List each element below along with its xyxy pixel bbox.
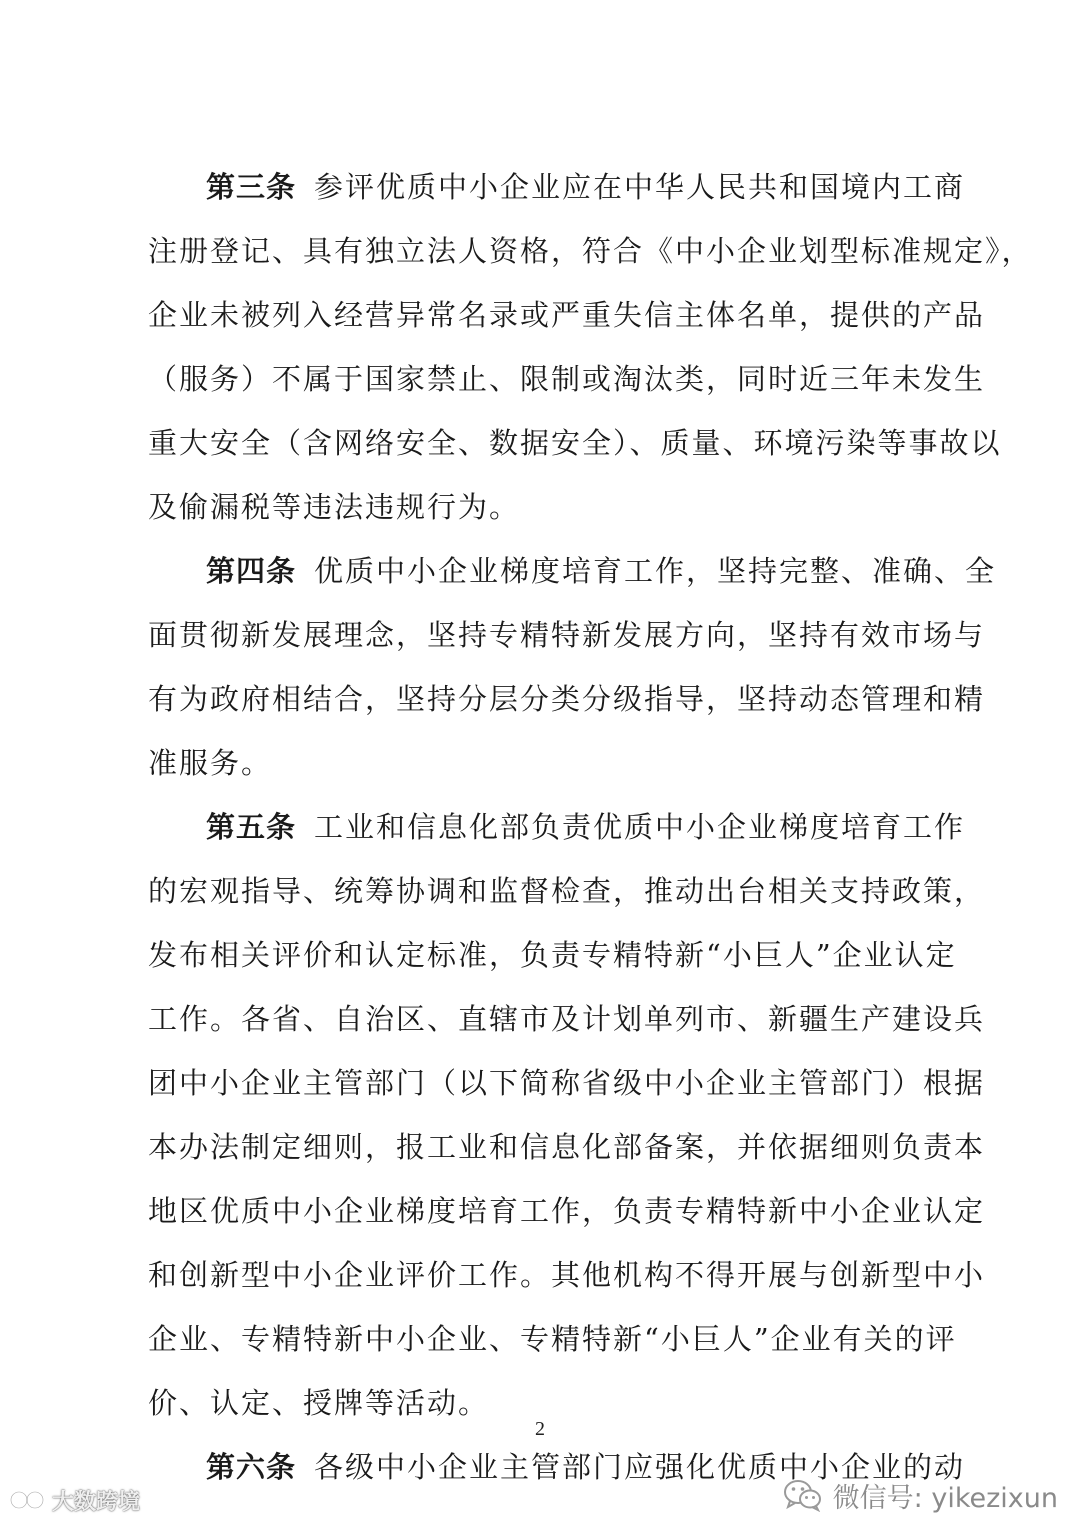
text-line (148, 219, 1033, 283)
text-line (148, 987, 986, 1051)
text-line (148, 347, 986, 411)
article-paragraph (148, 795, 986, 1435)
article-label: 第五条 (206, 810, 297, 844)
text-line (148, 475, 948, 539)
line-text: 的宏观指导、统筹协调和监督检查，推动出台相关支持政策， (148, 874, 986, 908)
line-text: 优质中小企业梯度培育工作，坚持完整、准确、全 (314, 554, 997, 588)
line-text: 工作。各省、自治区、直辖市及计划单列市、新疆生产建设兵 (148, 1002, 986, 1036)
text-line (148, 923, 957, 987)
line-text: 企业未被列入经营异常名录或严重失信主体名单，提供的产品 (148, 298, 986, 332)
text-line (148, 603, 986, 667)
logo-icon (8, 1487, 48, 1513)
line-text: 和创新型中小企业评价工作。其他机构不得开展与创新型中小 (148, 1258, 986, 1292)
line-text: 价、认定、授牌等活动。 (148, 1386, 490, 1420)
line-text: 有为政府相结合，坚持分层分类分级指导，坚持动态管理和精 (148, 682, 986, 716)
text-line (148, 859, 986, 923)
watermark-right (783, 1475, 1058, 1515)
watermark-right-text: 微信号: yikezixun (832, 1482, 1058, 1514)
line-text: 各级中小企业主管部门应强化优质中小企业的动 (314, 1450, 966, 1484)
article-label: 第六条 (206, 1450, 297, 1484)
text-line (148, 155, 966, 219)
text-line (148, 731, 948, 795)
text-line (148, 1115, 986, 1179)
text-line (148, 795, 966, 859)
text-line (148, 667, 986, 731)
text-line (148, 1243, 986, 1307)
line-text: 注册登记、具有独立法人资格，符合《中小企业划型标准规定》， (148, 234, 1033, 268)
line-text: 团中小企业主管部门（以下简称省级中小企业主管部门）根据 (148, 1066, 986, 1100)
line-text: 面贯彻新发展理念，坚持专精特新发展方向，坚持有效市场与 (148, 618, 986, 652)
article-label: 第三条 (206, 170, 297, 204)
line-text: 工业和信息化部负责优质中小企业梯度培育工作 (314, 810, 966, 844)
page-number: 2 (535, 1418, 545, 1440)
line-text: 重大安全（含网络安全、数据安全）、质量、环境污染等事故以 (148, 426, 1002, 460)
line-text: 本办法制定细则，报工业和信息化部备案，并依据细则负责本 (148, 1130, 986, 1164)
watermark-left-text: 大数跨境 (52, 1489, 141, 1515)
line-text: （服务）不属于国家禁止、限制或淘汰类，同时近三年未发生 (148, 362, 986, 396)
document-body (148, 155, 1033, 1499)
text-line (148, 411, 1002, 475)
article-paragraph (148, 539, 997, 795)
article-label: 第四条 (206, 554, 297, 588)
text-line (148, 283, 986, 347)
line-text: 企业、专精特新中小企业、专精特新“小巨人”企业有关的评 (148, 1322, 957, 1356)
line-text: 地区优质中小企业梯度培育工作，负责专精特新中小企业认定 (148, 1194, 986, 1228)
article-paragraph (148, 155, 1033, 539)
text-line (148, 539, 997, 603)
wechat-icon (783, 1478, 823, 1512)
text-line (148, 1307, 957, 1371)
text-line (148, 1179, 986, 1243)
watermark-left (8, 1483, 140, 1517)
line-text: 参评优质中小企业应在中华人民共和国境内工商 (314, 170, 966, 204)
text-line (148, 1051, 986, 1115)
line-text: 及偷漏税等违法违规行为。 (148, 490, 521, 524)
line-text: 发布相关评价和认定标准，负责专精特新“小巨人”企业认定 (148, 938, 957, 972)
line-text: 准服务。 (148, 746, 273, 780)
